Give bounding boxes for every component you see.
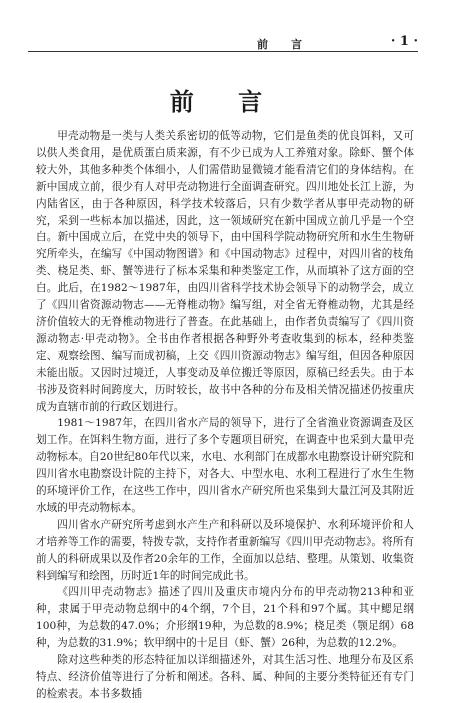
paragraph: 四川省水产研究所考虑到水产生产和科研以及环境保护、水利环境评价和人才培养等工作的需要，特拨专款，支持作者重新编写《四川甲壳动物志》。将所有前人的科研成果以及作者20余年的工作，全面加以总结、整理。从策划、收集资料到编写和绘图，历时近1年的时间完成此书。 bbox=[36, 518, 414, 582]
running-title: 前 言 bbox=[257, 38, 308, 51]
page-number: · 1 · bbox=[390, 34, 418, 49]
paragraph: 除对这些种类的形态特征加以详细描述外，对其生活习性、地理分布及区系特点、经济价值等进行了分析和阐述。各科、属、种间的主要分类特征还有专门的检索表。本书多数插 bbox=[36, 654, 414, 700]
paragraph: 1981～1987年，在四川省水产局的领导下，进行了全省渔业资源调查及区划工作。在饵料生物方面，进行了多个专题项目研究，在调查中也采到大量甲壳动物标本。自20世纪80年代以来，水电、水利部门在成都水电勘察设计研究院和四川省水电勘察设计院的主持下，对各大、中型水电、水利工程进行了水生生物的环境评价工作，在这些工作中，四川省水产研究所也采集到大量江河及其附近水域的甲壳动物标本。 bbox=[36, 417, 414, 514]
body-text bbox=[36, 128, 414, 703]
page-title: 前 言 bbox=[169, 87, 281, 116]
header-rule bbox=[28, 51, 418, 52]
paragraph: 《四川甲壳动物志》描述了四川及重庆市境内分布的甲壳动物213种和亚种，隶属于甲壳动物总纲中的4个纲，7个目，21个科和97个属。其中鳃足纲100种，为总数的47.0%；介形纲19种，为总数的8.9%；桡足类（颚足纲）68种，为总数的31.9%；软甲纲中的十足目（虾、蟹）26种，为总数的12.2%。 bbox=[36, 586, 414, 650]
paragraph: 甲壳动物是一类与人类关系密切的低等动物，它们是鱼类的优良饵料，又可以供人类食用，是优质蛋白质来源，有不少已成为人工养殖对象。除虾、蟹个体较大外，其他多种类个体细小，人们需借助显微镜才能看清它们的身体结构。在新中国成立前，很少有人对甲壳动物进行全面调查研究。四川地处长江上游，为内陆省区，由于各种原因，科学技术较落后，只有少数学者从事甲壳动物的研究，采到一些标本加以描述，因此，这一领域研究在新中国成立前几乎是一个空白。新中国成立后，在党中央的领导下，由中国科学院动物研究所和水生生物研究所牵头，在编写《中国动物图谱》和《中国动物志》过程中，对四川省的枝角类、桡足类、虾、蟹等进行了标本采集和种类鉴定工作，从而填补了这方面的空白。此后，在1982～1987年，由四川省科学技术协会领导下的动物学会，成立了《四川省资源动物志——无脊椎动物》编写组，对全省无脊椎动物，尤其是经济价值较大的无脊椎动物进行了普查。在此基础上，由作者负责编写了《四川资源动物志·甲壳动物》。全书由作者根据各种野外考查收集到的标本，经种类鉴定、观察绘图、编写而成初稿，上交《四川资源动物志》编写组，但因各种原因未能出版。又因时过境迁，人事变动及单位搬迁等原因，原稿已经丢失。由于本书涉及资料时间跨度大，历时较长，故书中各种的分布及相关情况描述仍按重庆成为直辖市前的行政区划进行。 bbox=[36, 130, 414, 413]
running-header bbox=[28, 34, 418, 50]
